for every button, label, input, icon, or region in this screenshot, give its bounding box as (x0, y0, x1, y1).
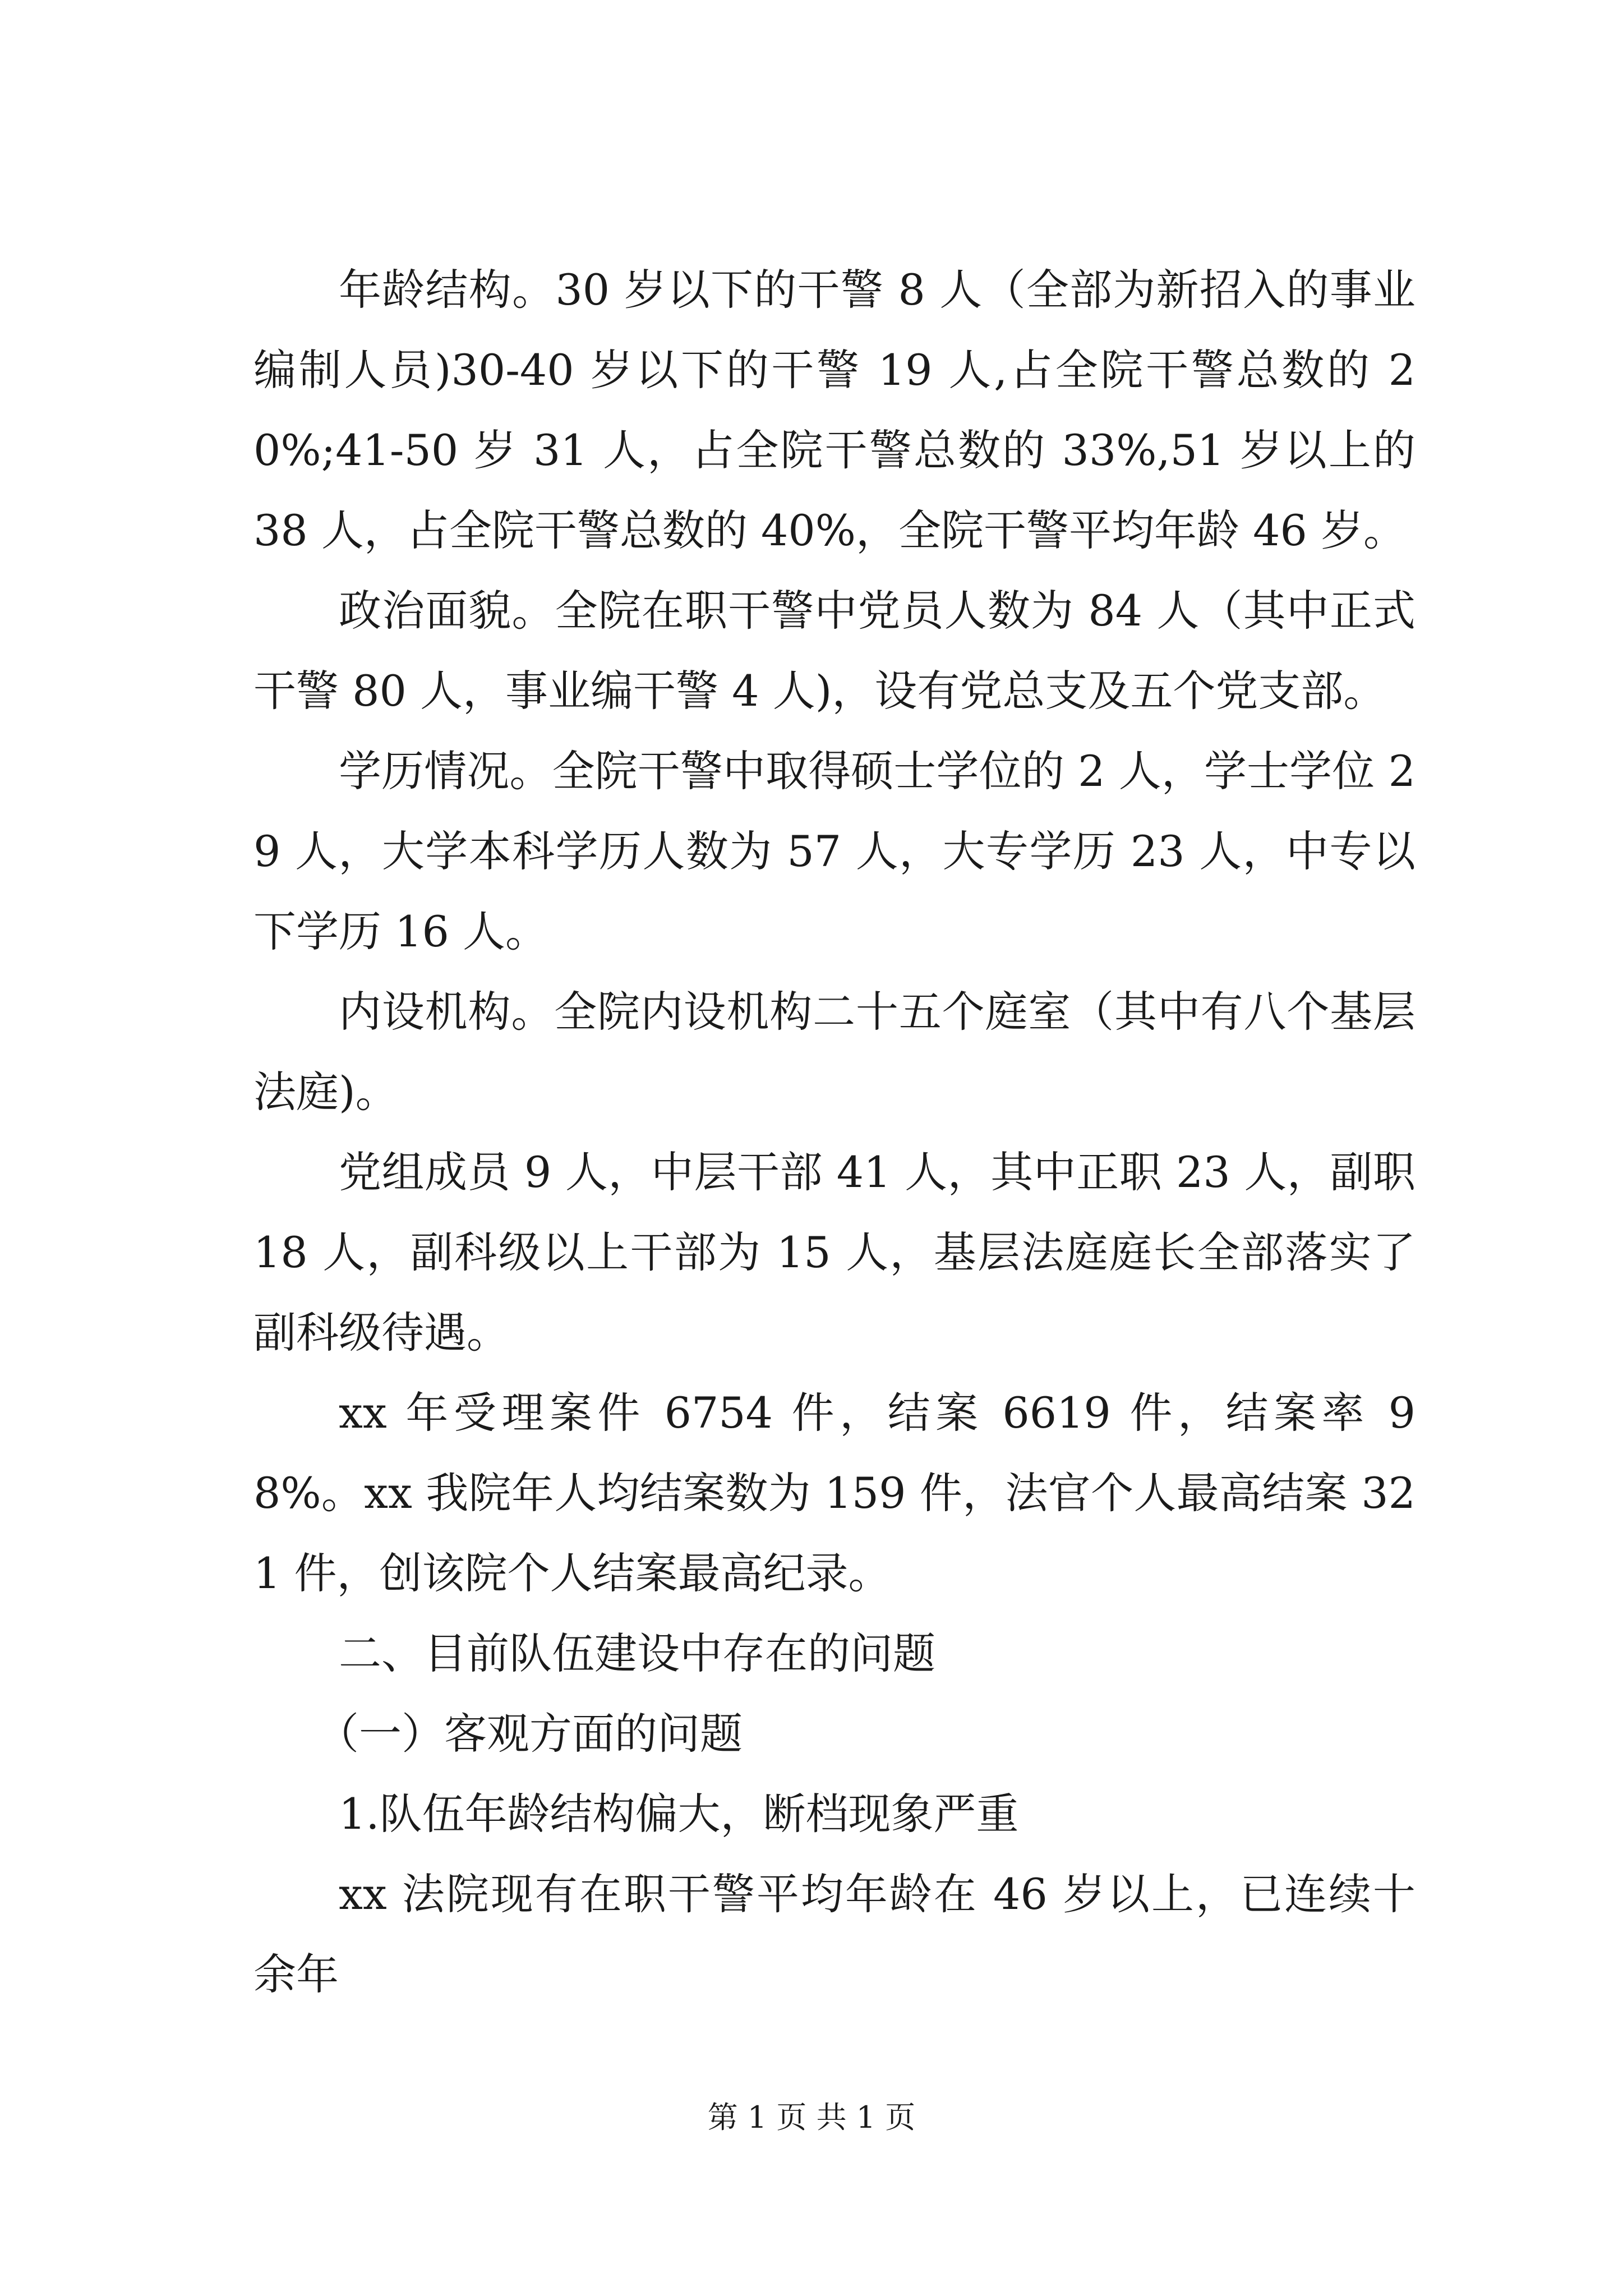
paragraph-education: 学历情况。全院干警中取得硕士学位的 2 人，学士学位 29 人，大学本科学历人数为 57 人，大专学历 23 人，中专以下学历 16 人。 (253, 746, 1415, 956)
page-footer: 第 1 页 共 1 页 (707, 2100, 916, 2135)
paragraph-leadership: 党组成员 9 人，中层干部 41 人，其中正职 23 人，副职 18 人，副科级以上干部为 15 人，基层法庭庭长全部落实了副科级待遇。 (253, 1147, 1415, 1358)
paragraph-political-status: 政治面貌。全院在职干警中党员人数为 84 人（其中正式干警 80 人，事业编干警 4 人)，设有党总支及五个党支部。 (253, 586, 1415, 716)
item-heading: 1.队伍年龄结构偏大，断档现象严重 (339, 1789, 1019, 1839)
section-heading: 二、目前队伍建设中存在的问题 (339, 1628, 935, 1678)
paragraph-cases: xx 年受理案件 6754 件，结案 6619 件，结案率 98%。xx 我院年人均结案数为 159 件，法官个人最高结案 321 件，创该院个人结案最高纪录。 (253, 1388, 1415, 1598)
paragraph-age-structure: 年龄结构。30 岁以下的干警 8 人（全部为新招入的事业编制人员)30-40 岁以下的干警 19 人,占全院干警总数的 20%;41-50 岁 31 人，占全院干警总数的 33%,51 岁以上的 38 人，占全院干警总数的 40%，全院干警平均年龄 46 岁。 (253, 265, 1415, 555)
paragraph-internal-institutions: 内设机构。全院内设机构二十五个庭室（其中有八个基层法庭)。 (253, 987, 1415, 1117)
paragraph-last: xx 法院现有在职干警平均年龄在 46 岁以上，已连续十余年 (253, 1869, 1415, 1999)
subsection-heading: （一）客观方面的问题 (316, 1709, 743, 1759)
document-body (253, 250, 1415, 2014)
